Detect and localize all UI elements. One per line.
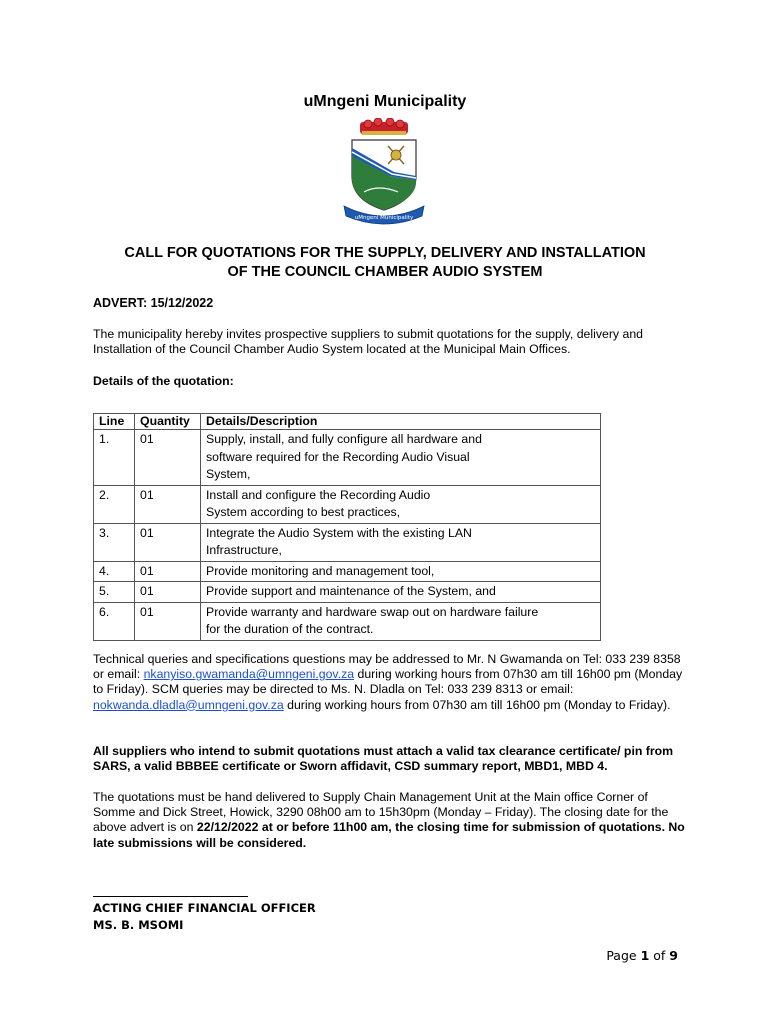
table-row [94,523,601,561]
header-description: Details/Description [201,414,601,430]
table-header-row [94,414,601,430]
table-row [94,485,601,523]
queries-paragraph [93,652,693,713]
signatory-name: MS. B. MSOMI [93,918,184,932]
signature-line [93,896,248,897]
page-number [606,948,678,963]
quotation-table [93,413,601,641]
row-quantity: 01 [135,582,201,603]
document-heading [60,244,710,282]
row-line: 2. [94,485,135,523]
row-description: Provide monitoring and management tool, [201,561,601,582]
queries-text-1: Technical queries and specifications questions may be addressed to Mr. N Gwamanda on Tel: 033 239 8358 or email: [93,652,681,682]
row-description: Integrate the Audio System with the existing LAN Infrastructure, [201,523,601,561]
row-quantity: 01 [135,602,201,640]
row-line: 6. [94,602,135,640]
details-label: Details of the quotation: [93,374,234,388]
municipal-crest-icon [338,118,430,226]
row-quantity: 01 [135,561,201,582]
table-row [94,602,601,640]
email-link-gwamanda[interactable]: nkanyiso.gwamanda@umngeni.gov.za [143,667,355,682]
row-line: 5. [94,582,135,603]
delivery-text: The quotations must be hand delivered to Supply Chain Management Unit at the Main office Corner of Somme and Dick Street, Howick, 3290 08h00 am to 15h30pm (Monday – Friday). The closing date for the above advert is on [93,790,669,835]
email-link-dladla[interactable]: nokwanda.dladla@umngeni.gov.za [93,697,284,712]
queries-text-2: during working hours from 07h30 am till 16h00 pm (Monday to Friday). SCM queries may be directed to Ms. N. Dladla on Tel: 033 239 8313 or email: [93,667,683,697]
queries-text-3: during working hours from 07h30 am till 16h00 pm (Monday to Friday). [283,697,671,712]
row-quantity: 01 [135,430,201,486]
closing-date-text: 22/12/2022 at or before 11h00 am, the closing time for submission of quotations. No late submissions will be considered. [93,820,685,850]
page-current: 1 [640,948,650,963]
row-line: 1. [94,430,135,486]
requirements-paragraph: All suppliers who intend to submit quotations must attach a valid tax clearance certificate/ pin from SARS, a valid BBBEE certificate or Sworn affidavit, CSD summary report, MBD1, MBD 4. [93,744,674,774]
row-description: Provide support and maintenance of the System, and [201,582,601,603]
header-quantity: Quantity [135,414,201,430]
row-description: Provide warranty and hardware swap out on hardware failure for the duration of the contract. [201,602,601,640]
crest-shield [352,140,416,210]
row-quantity: 01 [135,523,201,561]
delivery-paragraph [93,790,693,851]
table-row [94,582,601,603]
crest-crown [360,118,408,135]
row-line: 3. [94,523,135,561]
heading-line-2: OF THE COUNCIL CHAMBER AUDIO SYSTEM [227,264,543,280]
heading-line-1: CALL FOR QUOTATIONS FOR THE SUPPLY, DELIVERY AND INSTALLATION [124,245,646,261]
of-word: of [653,948,666,963]
org-name: uMngeni Municipality [303,93,467,110]
table-row [94,430,601,486]
header-line: Line [94,414,135,430]
intro-paragraph: The municipality hereby invites prospective suppliers to submit quotations for the supply, delivery and Installation of the Council Chamber Audio System located at the Municipal Main Offices. [93,327,643,357]
row-description: Supply, install, and fully configure all hardware and software required for the Recording Audio Visual System, [201,430,601,486]
signatory-role: ACTING CHIEF FINANCIAL OFFICER [93,901,316,915]
row-line: 4. [94,561,135,582]
page-word: Page [606,948,637,963]
crest-motto-text: uMngeni Municipality [354,215,414,221]
row-description: Install and configure the Recording Audio System according to best practices, [201,485,601,523]
advert-date: ADVERT: 15/12/2022 [93,296,214,310]
page-total: 9 [669,948,678,963]
table-row [94,561,601,582]
row-quantity: 01 [135,485,201,523]
